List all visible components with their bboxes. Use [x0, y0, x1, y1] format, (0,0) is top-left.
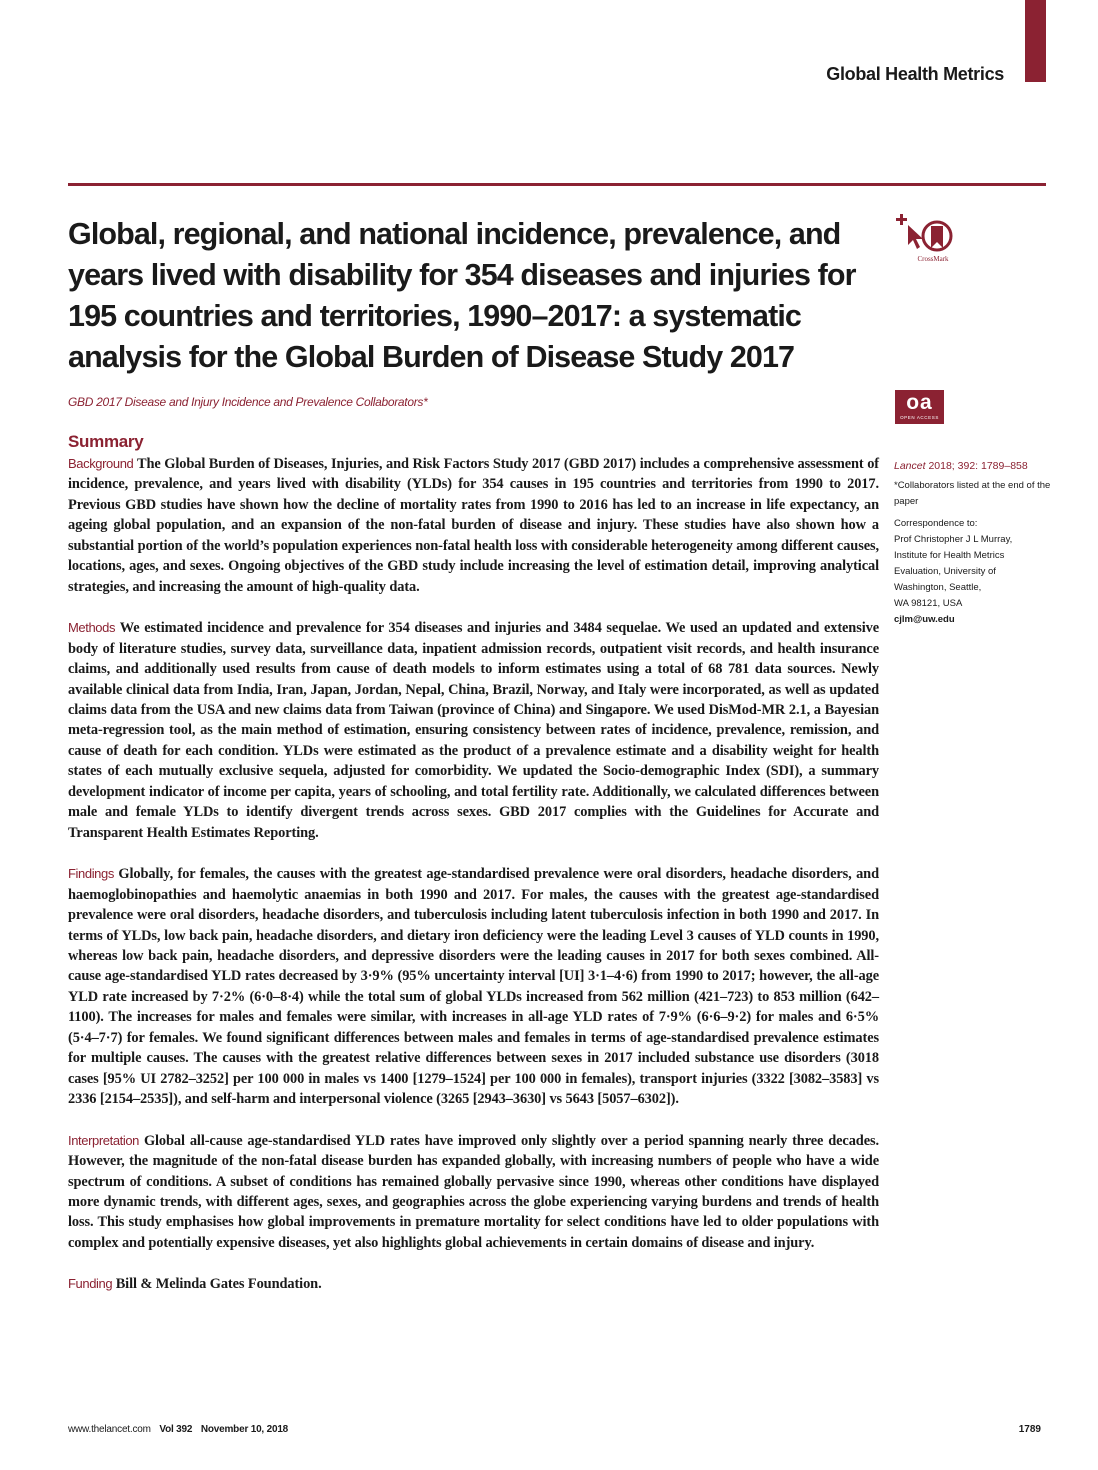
correspondence: [894, 516, 1054, 628]
crossmark-button[interactable]: [895, 212, 970, 264]
header-divider: [68, 183, 1046, 186]
section-text-methods: We estimated incidence and prevalence for 354 diseases and injuries and 3484 sequelae. We used an updated and extensive body of literature studies, survey data, surveillance data, inpatient admission records, outpatient visit records, and health insurance claims, and additionally used results from cause of death models to inform estimates using a total of 68 781 data sources. Newly available clinical data from India, Iran, Japan, Jordan, Nepal, China, Brazil, Norway, and Italy were incorporated, as well as updated claims data from the USA and new claims data from Taiwan (province of China) and Singapore. We used DisMod-MR 2.1, a Bayesian meta-regression tool, as the main method of estimation, ensuring consistency between rates of incidence, prevalence, remission, and cause of death for each condition. YLDs were estimated as the product of a prevalence estimate and a disability weight for health states of each mutually exclusive sequela, adjusted for comorbidity. We updated the Socio-demographic Index (SDI), a summary development indicator of income per capita, years of schooling, and total fertility rate. Additionally, we calculated differences between male and female YLDs to identify divergent trends across sexes. GBD 2017 complies with the Guidelines for Accurate and Transparent Health Estimates Reporting.: [68, 620, 879, 841]
summary-body: [68, 454, 879, 1316]
crossmark-label: CrossMark: [917, 255, 949, 263]
section-label-interpretation: Interpretation: [68, 1132, 140, 1148]
section-label-funding: Funding: [68, 1276, 113, 1292]
citation: [894, 458, 1054, 474]
correspondence-line: Prof Christopher J L Murray,: [894, 534, 1013, 545]
author-group[interactable]: GBD 2017 Disease and Injury Incidence and Prevalence Collaborators*: [68, 395, 428, 409]
summary-heading: Summary: [68, 432, 144, 451]
volume: Vol 392: [159, 1424, 193, 1435]
section-color-bar: [1025, 0, 1046, 82]
page-footer: [68, 1424, 288, 1435]
article-title: Global, regional, and national incidence, prevalence, and years lived with disability for 354 diseases and injuries for 195 countries and territories, 1990–2017: a systematic analysis for the Global Burden of Disease Study 2017: [68, 217, 856, 374]
oa-label: oa: [906, 391, 933, 414]
summary-methods: [68, 618, 879, 843]
section-text-findings: Globally, for females, the causes with the greatest age-standardised prevalence were oral disorders, headache disorders, and haemoglobinopathies and haemolytic anaemias in both 1990 and 2017. For males, the causes with the greatest age-standardised prevalence were oral disorders, headache disorders, and tuberculosis including latent tuberculosis infection in both 1990 and 2017. In terms of YLDs, low back pain, headache disorders, and dietary iron deficiency were the leading Level 3 causes of YLD counts in 1990, whereas low back pain, headache disorders, and depressive disorders were the leading causes in 2017 for both sexes combined. All-cause age-standardised YLD rates decreased by 3·9% (95% uncertainty interval [UI] 3·1–4·6) from 1990 to 2017; however, the all-age YLD rate increased by 7·2% (6·0–8·4) while the total sum of global YLDs increased from 562 million (421–723) to 853 million (642–1100). The increases for males and females were similar, with increases in all-age YLD rates of 7·9% (6·6–9·2) for males and 6·5% (5·4–7·7) for females. We found significant differences between males and females in terms of age-standardised prevalence estimates for multiple causes. The causes with the greatest relative differences between sexes in 2017 included substance use disorders (3018 cases [95% UI 2782–3252] per 100 000 in males vs 1400 [1279–1524] per 100 000 in females), transport injuries (3322 [3082–3583] vs 2336 [2154–2535]), and self-harm and interpersonal violence (3265 [2943–3630] vs 5643 [5057–6302]).: [68, 866, 879, 1108]
section-text-funding: Bill & Melinda Gates Foundation.: [115, 1276, 322, 1293]
correspondence-line: WA 98121, USA: [894, 598, 963, 609]
page-number: 1789: [1018, 1424, 1041, 1435]
crossmark-icon: [895, 212, 970, 264]
section-label-background: Background: [68, 456, 134, 471]
section-label-methods: Methods: [68, 620, 116, 636]
section-label-findings: Findings: [68, 866, 114, 882]
journal-website-link[interactable]: www.thelancet.com: [68, 1424, 151, 1435]
article-sidebar: [894, 458, 1054, 634]
issue-date: November 10, 2018: [200, 1424, 289, 1435]
summary-findings: [68, 864, 879, 1109]
open-access-badge: [895, 390, 944, 424]
citation-details: 2018; 392: 1789–858: [925, 460, 1028, 472]
oa-sublabel: OPEN ACCESS: [900, 415, 939, 420]
section-text-interpretation: Global all-cause age-standardised YLD rates have improved only slightly over a period spanning nearly three decades. However, the magnitude of the non-fatal disease burden has expanded globally, with increasing numbers of people who have a wide spectrum of conditions. A subset of conditions has remained globally pervasive since 1990, whereas other conditions have displayed more dynamic trends, with different ages, sexes, and geographies across the globe experiencing varying burdens and trends of health loss. This study emphasises how global improvements in premature mortality for select conditions have led to older populations with complex and potentially expensive diseases, yet also highlights global achievements in certain domains of disease and injury.: [68, 1132, 879, 1251]
summary-funding: [68, 1274, 879, 1294]
correspondence-line: Evaluation, University of: [894, 566, 996, 577]
correspondence-line: Institute for Health Metrics: [894, 550, 1005, 561]
summary-background: [68, 454, 879, 597]
summary-interpretation: [68, 1131, 879, 1254]
section-text-background: The Global Burden of Diseases, Injuries, and Risk Factors Study 2017 (GBD 2017) includes a comprehensive assessment of incidence, prevalence, and years lived with disability (YLDs) for 354 causes in 195 countries and territories from 1990 to 2017. Previous GBD studies have shown how the decline of mortality rates from 1990 to 2016 has led to an increase in life expectancy, an ageing global population, and an expansion of the non-fatal burden of disease and injury. These studies have also shown how a substantial portion of the world’s population experiences non-fatal health loss with considerable heterogeneity among different causes, locations, ages, and sexes. Ongoing objectives of the GBD study include increasing the level of estimation detail, improving analytical strategies, and increasing the amount of high-quality data.: [68, 456, 879, 595]
collaborators-note: *Collaborators listed at the end of the paper: [894, 480, 1051, 507]
citation-journal: Lancet: [894, 460, 926, 472]
correspondence-email-link[interactable]: cjlm@uw.edu: [894, 614, 955, 625]
correspondence-label: Correspondence to:: [894, 518, 978, 529]
section-label: Global Health Metrics: [826, 64, 1004, 84]
correspondence-line: Washington, Seattle,: [894, 582, 982, 593]
